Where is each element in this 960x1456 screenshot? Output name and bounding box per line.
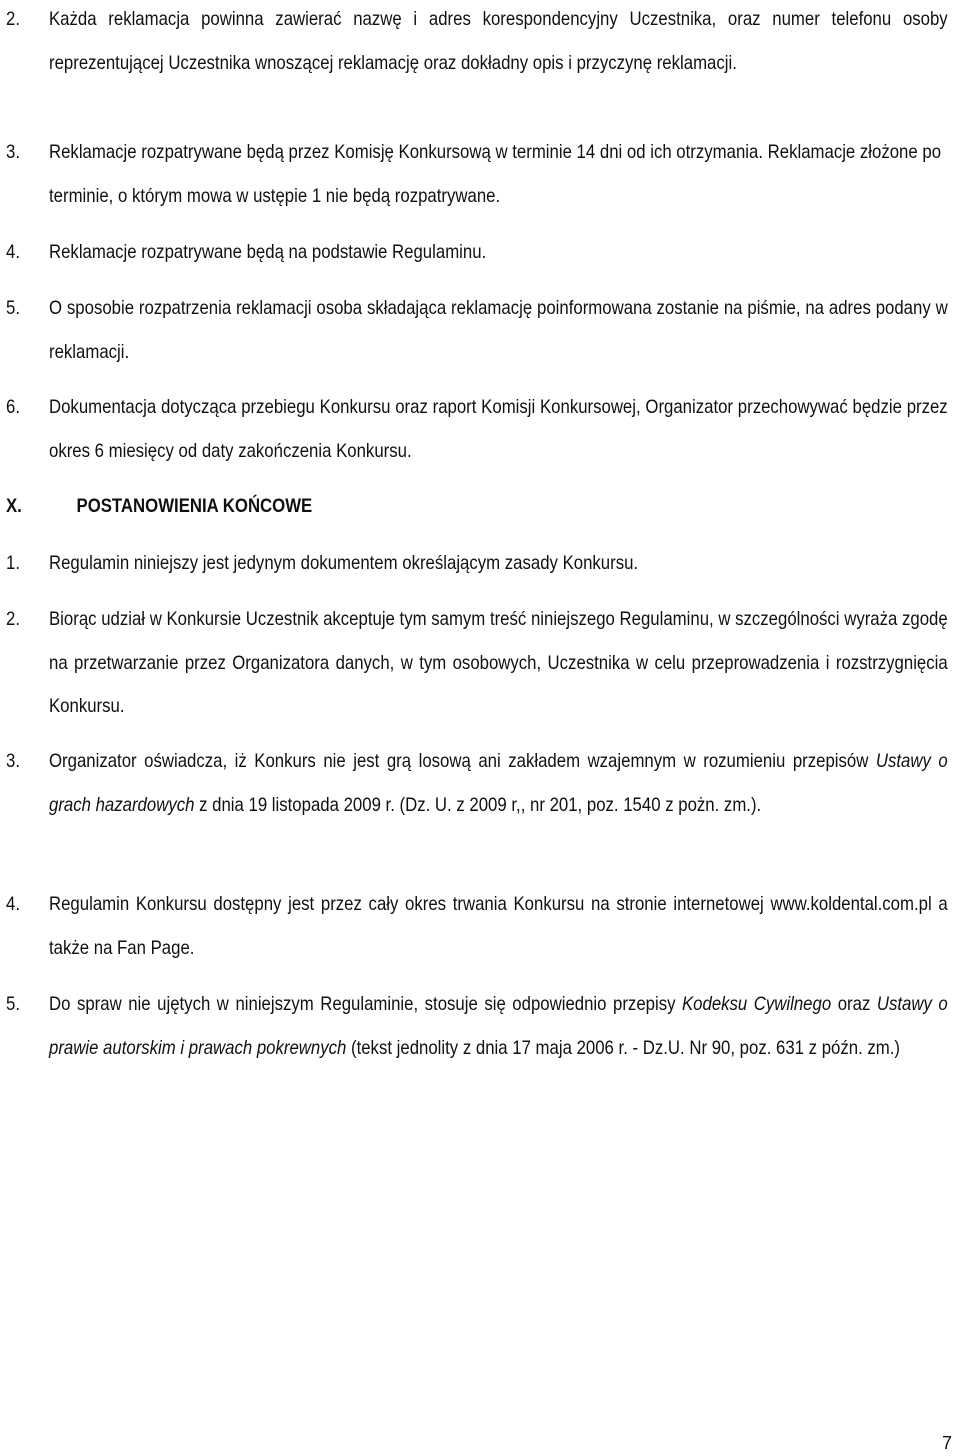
text-segment: Do spraw nie ujętych w niniejszym Regulaminie, stosuje się odpowiednio przepisy xyxy=(49,993,683,1015)
complaint-item-4 xyxy=(6,231,823,275)
item-text xyxy=(49,740,948,827)
item-number: 3. xyxy=(6,750,20,772)
item-number: 1. xyxy=(6,552,20,574)
complaint-item-2 xyxy=(6,0,948,85)
item-text: O sposobie rozpatrzenia reklamacji osoba składająca reklamację poinformowana zostanie na piśmie, na adres podany w reklamacji. xyxy=(49,297,948,363)
italic-law-title: Ustawy o prawie autorskim i prawach pokrewnych xyxy=(49,993,948,1059)
item-text: Reklamacje rozpatrywane będą na podstawie Regulaminu. xyxy=(49,241,487,263)
item-number: 3. xyxy=(6,141,20,163)
item-number: 2. xyxy=(6,8,20,30)
section-heading xyxy=(6,485,823,529)
page-number: 7 xyxy=(941,1433,952,1453)
text-segment: oraz xyxy=(831,993,877,1015)
complaint-item-3 xyxy=(6,131,942,218)
item-number: 5. xyxy=(6,993,20,1015)
item-number: 5. xyxy=(6,297,20,319)
item-text: Regulamin niniejszy jest jedynym dokumentem określającym zasady Konkursu. xyxy=(49,552,639,574)
final-item-5 xyxy=(6,983,948,1070)
item-text: Każda reklamacja powinna zawierać nazwę i adres korespondencyjny Uczestnika, oraz numer telefonu osoby reprezentującej Uczestnika wnoszącej reklamację oraz dokładny opis i przyczynę reklamacji. xyxy=(49,8,948,74)
item-text xyxy=(49,983,948,1070)
item-number: 2. xyxy=(6,608,20,630)
item-text: Dokumentacja dotycząca przebiegu Konkursu oraz raport Komisji Konkursowej, Organizator przechowywać będzie przez okres 6 miesięcy od daty zakończenia Konkursu. xyxy=(49,396,948,462)
section-number: X. xyxy=(6,495,22,517)
item-text: Reklamacje rozpatrywane będą przez Komisję Konkursową w terminie 14 dni od ich otrzymania. Reklamacje złożone po terminie, o którym mowa w ustępie 1 nie będą rozpatrywane. xyxy=(49,141,942,207)
item-number: 4. xyxy=(6,893,20,915)
text-segment: (tekst jednolity z dnia 17 maja 2006 r. - Dz.U. Nr 90, poz. 631 z późn. zm.) xyxy=(346,1036,900,1059)
text-segment: z dnia 19 listopada 2009 r. (Dz. U. z 2009 r,, nr 201, poz. 1540 z pożn. zm.). xyxy=(194,793,762,816)
item-text: Regulamin Konkursu dostępny jest przez cały okres trwania Konkursu na stronie internetowej www.koldental.com.pl a także na Fan Page. xyxy=(49,893,948,959)
final-item-3 xyxy=(6,740,948,827)
item-number: 6. xyxy=(6,396,20,418)
item-text: Biorąc udział w Konkursie Uczestnik akceptuje tym samym treść niniejszego Regulaminu, w szczególności wyraża zgodę na przetwarzanie przez Organizatora danych, w tym osobowych, Uczestnika w celu przeprowadzenia i rozstrzygnięcia Konkursu. xyxy=(49,608,948,717)
final-item-1 xyxy=(6,542,823,586)
complaint-item-6 xyxy=(6,386,948,473)
final-item-2 xyxy=(6,598,948,729)
text-segment: Organizator oświadcza, iż Konkurs nie jest grą losową ani zakładem wzajemnym w rozumieniu przepisów xyxy=(49,750,876,772)
italic-law-title: Ustawy o grach hazardowych xyxy=(49,750,948,816)
item-number: 4. xyxy=(6,241,20,263)
complaint-item-5 xyxy=(6,287,948,374)
final-item-4 xyxy=(6,883,948,970)
section-title: POSTANOWIENIA KOŃCOWE xyxy=(76,495,313,517)
italic-law-title: Kodeksu Cywilnego xyxy=(682,993,832,1015)
